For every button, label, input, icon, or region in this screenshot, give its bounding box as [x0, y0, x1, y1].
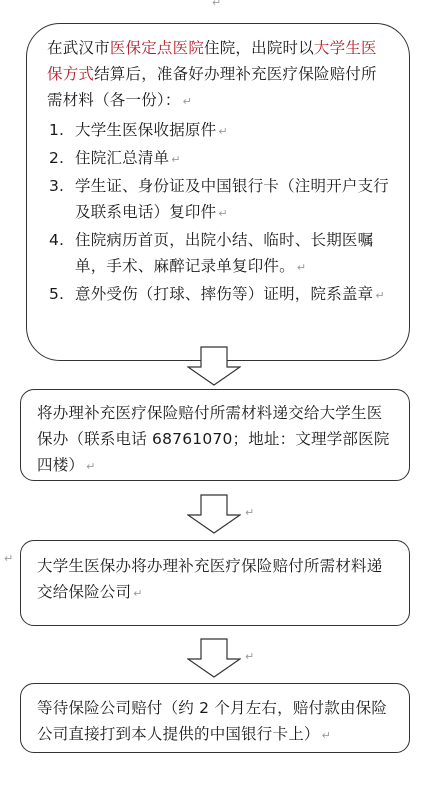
paragraph-mark-icon: ↵ [182, 95, 192, 108]
list-item-number: 3. [49, 177, 65, 195]
step-text: 将办理补充医疗保险赔付所需材料递交给大学生医保办（联系电话 68761070；地址：文理学部医院四楼） [37, 404, 390, 474]
step-text: 等待保险公司赔付（约 2 个月左右，赔付款由保险公司直接打到本人提供的中国银行卡上） [37, 699, 388, 743]
list-item-number: 1. [49, 121, 65, 139]
list-item-text: 住院病历首页，出院小结、临时、长期医嘱单，手术、麻醉记录单复印件。 [75, 231, 374, 275]
down-arrow-icon [187, 346, 241, 386]
list-item-text: 意外受伤（打球、摔伤等）证明，院系盖章 [75, 285, 374, 303]
list-item-number: 4. [49, 231, 65, 249]
paragraph-mark-icon: ↵ [171, 153, 181, 166]
paragraph-mark-icon: ↵ [296, 261, 307, 274]
paragraph-mark-icon: ↵ [375, 289, 385, 302]
paragraph-mark-icon: ↵ [86, 460, 96, 473]
list-item-number: 2. [49, 149, 65, 167]
paragraph-mark-icon: ↵ [218, 207, 228, 220]
step-intro [47, 35, 391, 115]
step-box-office-to-insurer [20, 540, 410, 626]
list-item [47, 281, 391, 309]
paragraph-mark-icon: ↵ [212, 0, 222, 9]
step-box-await-payment [20, 683, 410, 753]
step-box-prepare-materials [26, 23, 410, 361]
intro-text-1: 在武汉市 [47, 39, 110, 57]
list-item-text: 住院汇总清单 [75, 149, 170, 167]
paragraph-mark-icon: ↵ [133, 587, 143, 600]
materials-list [47, 117, 391, 309]
step-box-submit-to-office [20, 389, 410, 481]
list-item [47, 173, 391, 227]
list-item [47, 227, 391, 281]
intro-highlight-insurance: 大学生医保方式 [47, 39, 377, 83]
list-item [47, 117, 391, 145]
list-item-text: 学生证、身份证及中国银行卡（注明开户支行及联系电话）复印件 [75, 177, 390, 221]
step-text: 大学生医保办将办理补充医疗保险赔付所需材料递交给保险公司 [37, 557, 383, 601]
paragraph-mark-icon: ↵ [4, 552, 14, 565]
paragraph-mark-icon: ↵ [321, 729, 332, 742]
down-arrow-icon [187, 494, 241, 534]
paragraph-mark-icon: ↵ [218, 125, 228, 138]
list-item-number: 5. [49, 285, 65, 303]
list-item-text: 大学生医保收据原件 [75, 121, 217, 139]
paragraph-mark-icon: ↵ [245, 506, 255, 519]
intro-text-2: 住院，出院时以 [204, 39, 314, 57]
intro-highlight-hospital: 医保定点医院 [109, 39, 205, 57]
list-item [47, 145, 391, 173]
intro-text-3: 结算后，准备好办理补充医疗保险赔付所需材料（各一份）： [47, 65, 377, 109]
down-arrow-icon [187, 638, 241, 678]
paragraph-mark-icon: ↵ [245, 650, 255, 663]
